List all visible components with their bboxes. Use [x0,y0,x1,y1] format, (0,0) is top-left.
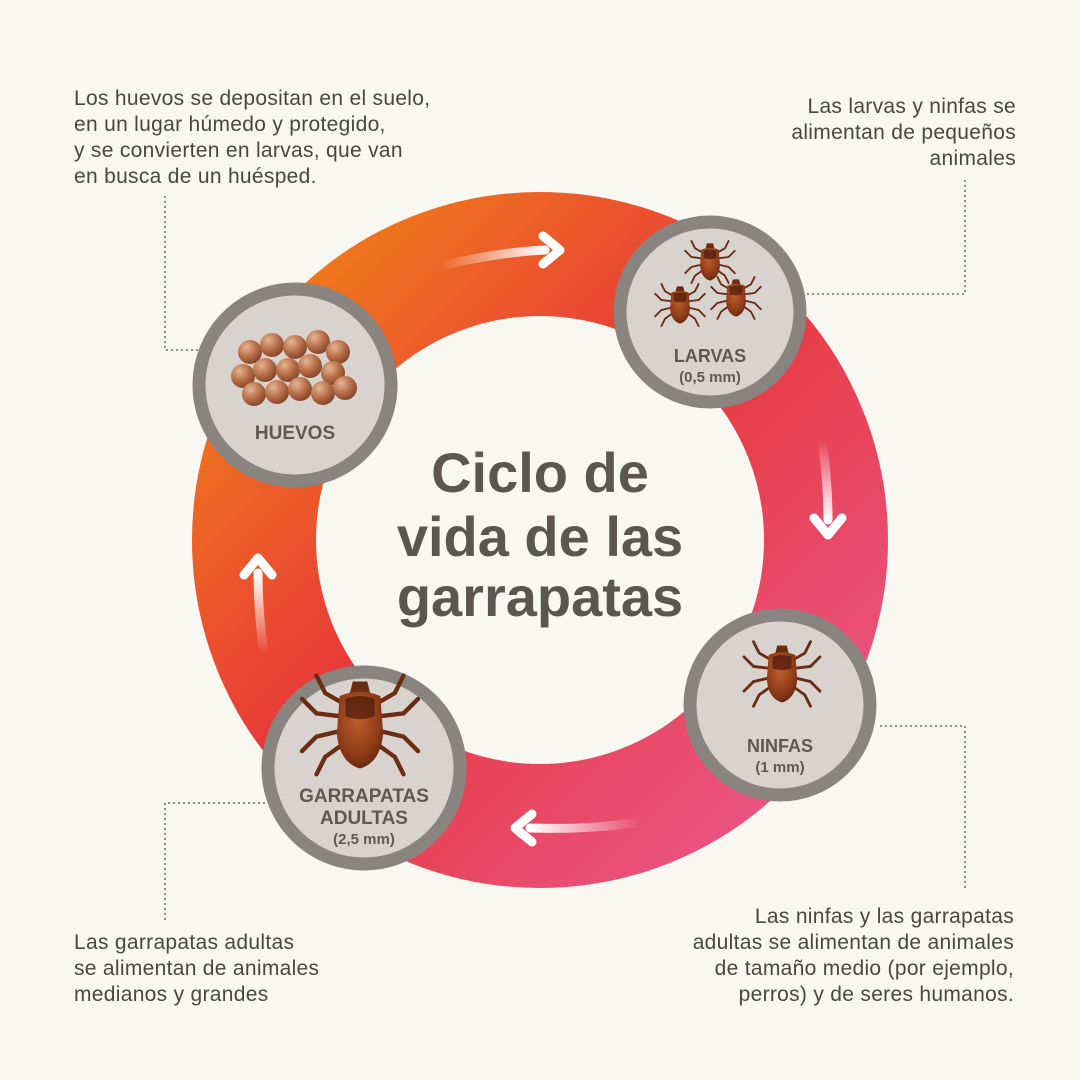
adults-label-line1: GARRAPATAS [299,786,429,807]
eggs-label: HUEVOS [254,423,336,444]
note-larvae: Las larvas y ninfas se alimentan de pequeños animales [791,95,1016,170]
leader-line-larvae [805,180,965,294]
larvae-size: (0,5 mm) [679,369,741,386]
diagram-title [397,441,683,628]
tick-eggs-icon [231,330,357,406]
note-eggs: Los huevos se depositan en el suelo, en un lugar húmedo y protegido, y se convierten en larvas, que van en busca de un huésped. [74,87,431,188]
note-nymphs: Las ninfas y las garrapatas adultas se alimentan de animales de tamaño medio (por ejemplo, perros) y de seres humanos. [692,905,1014,1006]
leader-line-adults [165,803,265,920]
stage-adults [268,672,460,864]
stage-larvae [620,222,800,402]
leader-line-eggs [165,196,205,350]
adults-size: (2,5 mm) [333,831,395,848]
title-line-1: Ciclo de [431,441,649,504]
nymphs-label: NINFAS [746,736,814,756]
adults-label-line2: ADULTAS [320,808,408,829]
title-line-2: vida de las [396,505,684,568]
note-adults: Las garrapatas adultas se alimentan de animales medianos y grandes [74,931,320,1006]
leader-line-nymphs [880,726,965,890]
nymphs-size: (1 mm) [755,759,805,776]
title-line-3: garrapatas [396,565,684,628]
stage-nymphs [690,615,870,795]
larvae-label: LARVAS [673,346,747,366]
stage-eggs [199,289,391,481]
